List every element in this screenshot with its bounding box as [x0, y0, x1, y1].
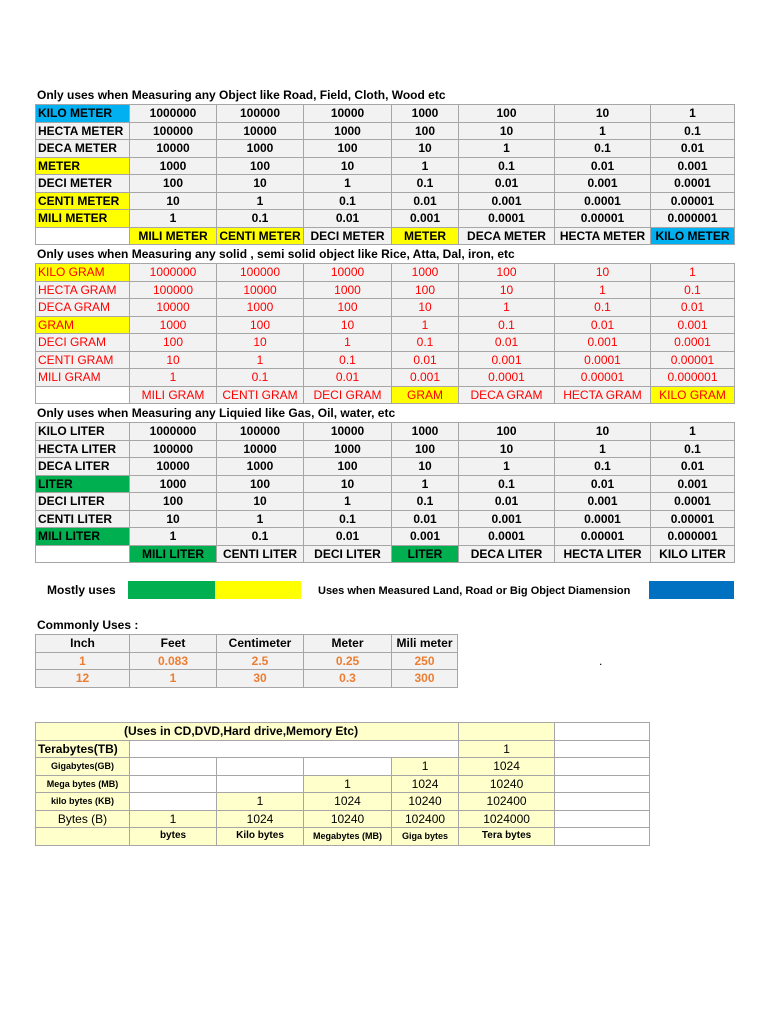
table-row — [36, 670, 458, 688]
value-cell: 0.01 — [459, 175, 555, 193]
value-cell: 0.1 — [555, 299, 651, 317]
value-cell — [217, 775, 304, 793]
value-cell: 1 — [130, 670, 217, 688]
table-row — [36, 475, 735, 493]
table-row — [36, 334, 735, 352]
value-cell: 100 — [392, 440, 459, 458]
value-cell: 0.1 — [392, 175, 459, 193]
value-cell: 1 — [304, 775, 392, 793]
footer-cell: KILO LITER — [651, 545, 735, 563]
value-cell: 1000 — [392, 264, 459, 282]
value-cell: 0.000001 — [651, 369, 735, 387]
value-cell: 102400 — [392, 810, 459, 828]
value-cell: 1000 — [130, 475, 217, 493]
value-cell: 10240 — [392, 793, 459, 811]
value-cell — [555, 775, 650, 793]
value-cell: 10000 — [130, 458, 217, 476]
table-row — [36, 264, 735, 282]
value-cell: 0.1 — [392, 334, 459, 352]
row-label: kilo bytes (KB) — [36, 793, 130, 811]
footer-cell: DECI GRAM — [304, 386, 392, 404]
legend-big-object: Uses when Measured Land, Road or Big Object Diamension — [318, 585, 631, 597]
legend-yellow-swatch — [215, 581, 301, 599]
value-cell: 0.01 — [555, 157, 651, 175]
value-cell: 0.1 — [459, 157, 555, 175]
value-cell: 1 — [130, 369, 217, 387]
value-cell: 1 — [217, 793, 304, 811]
value-cell: 10 — [217, 334, 304, 352]
table-row — [36, 423, 735, 441]
value-cell: 102400 — [459, 793, 555, 811]
value-cell: 1000 — [130, 157, 217, 175]
value-cell: 1000 — [392, 105, 459, 123]
value-cell: 10 — [130, 192, 217, 210]
value-cell: 0.01 — [392, 510, 459, 528]
value-cell: 10000 — [217, 440, 304, 458]
footer-cell: CENTI METER — [217, 227, 304, 245]
value-cell: 1000000 — [130, 105, 217, 123]
value-cell: 10 — [304, 316, 392, 334]
footer-cell: Megabytes (MB) — [304, 828, 392, 846]
footer-cell: DECA LITER — [459, 545, 555, 563]
value-cell: 1024 — [392, 775, 459, 793]
value-cell: 1 — [217, 192, 304, 210]
value-cell: 0.01 — [651, 140, 735, 158]
value-cell: 1024 — [459, 758, 555, 776]
value-cell: 100 — [304, 299, 392, 317]
value-cell: 1 — [555, 440, 651, 458]
table-row — [36, 740, 650, 758]
value-cell: 10 — [217, 175, 304, 193]
value-cell: 1 — [130, 810, 217, 828]
value-cell: 10 — [130, 510, 217, 528]
stray-dot: . — [599, 654, 603, 668]
value-cell: 1 — [651, 264, 735, 282]
footer-cell: MILI METER — [130, 227, 217, 245]
row-label: CENTI GRAM — [36, 351, 130, 369]
value-cell: 10 — [555, 105, 651, 123]
value-cell: 300 — [392, 670, 458, 688]
value-cell — [304, 758, 392, 776]
value-cell: 100 — [304, 458, 392, 476]
common-caption: Commonly Uses : — [37, 618, 139, 632]
value-cell: 0.01 — [651, 458, 735, 476]
table-row — [36, 793, 650, 811]
value-cell: 0.001 — [392, 528, 459, 546]
column-header: Meter — [304, 635, 392, 653]
value-cell: 12 — [36, 670, 130, 688]
legend-blue-swatch — [649, 581, 734, 599]
value-cell: 100 — [392, 281, 459, 299]
value-cell: 1 — [459, 140, 555, 158]
header-row — [36, 635, 458, 653]
value-cell: 100 — [459, 423, 555, 441]
table-row — [36, 140, 735, 158]
value-cell: 10000 — [304, 105, 392, 123]
value-cell: 10000 — [304, 423, 392, 441]
value-cell: 10 — [304, 157, 392, 175]
row-label: MILI GRAM — [36, 369, 130, 387]
value-cell: 0.01 — [555, 316, 651, 334]
value-cell: 1000 — [217, 458, 304, 476]
footer-cell: HECTA GRAM — [555, 386, 651, 404]
column-header: Inch — [36, 635, 130, 653]
value-cell: 1000 — [130, 316, 217, 334]
value-cell — [130, 775, 217, 793]
footer-cell: DECA METER — [459, 227, 555, 245]
value-cell: 10 — [459, 440, 555, 458]
table-row — [36, 157, 735, 175]
value-cell: 100000 — [217, 105, 304, 123]
value-cell: 1 — [459, 458, 555, 476]
value-cell: 1 — [555, 122, 651, 140]
value-cell: 100000 — [217, 423, 304, 441]
value-cell: 10000 — [130, 140, 217, 158]
table-row — [36, 175, 735, 193]
value-cell: 0.1 — [651, 281, 735, 299]
value-cell: 1000 — [217, 140, 304, 158]
value-cell: 100000 — [217, 264, 304, 282]
table-row — [36, 458, 735, 476]
table-row — [36, 493, 735, 511]
value-cell: 0.001 — [459, 351, 555, 369]
table-row — [36, 440, 735, 458]
footer-cell: METER — [392, 227, 459, 245]
footer-cell: MILI LITER — [130, 545, 217, 563]
value-cell: 1 — [392, 316, 459, 334]
value-cell: 1000 — [304, 122, 392, 140]
value-cell: 0.1 — [555, 140, 651, 158]
row-label: CENTI METER — [36, 192, 130, 210]
value-cell: 0.083 — [130, 652, 217, 670]
value-cell: 0.00001 — [651, 510, 735, 528]
value-cell: 100 — [130, 334, 217, 352]
value-cell: 1 — [217, 351, 304, 369]
value-cell: 10240 — [304, 810, 392, 828]
row-label: CENTI LITER — [36, 510, 130, 528]
value-cell: 1 — [217, 510, 304, 528]
row-label: KILO GRAM — [36, 264, 130, 282]
value-cell — [217, 758, 304, 776]
value-cell: 0.0001 — [555, 510, 651, 528]
row-label: HECTA METER — [36, 122, 130, 140]
footer-row — [36, 386, 735, 404]
row-label: Terabytes(TB) — [36, 740, 130, 758]
mass-table — [35, 263, 735, 404]
empty-cell — [555, 723, 650, 741]
table-row — [36, 316, 735, 334]
value-cell: 0.00001 — [651, 192, 735, 210]
value-cell: 100 — [459, 105, 555, 123]
value-cell: 0.01 — [392, 351, 459, 369]
value-cell: 0.3 — [304, 670, 392, 688]
value-cell: 0.001 — [555, 493, 651, 511]
value-cell: 0.001 — [651, 157, 735, 175]
row-label: Mega bytes (MB) — [36, 775, 130, 793]
value-cell: 10 — [217, 493, 304, 511]
footer-row — [36, 828, 650, 846]
value-cell: 0.1 — [304, 510, 392, 528]
value-cell: 0.01 — [555, 475, 651, 493]
value-cell: 1 — [130, 210, 217, 228]
row-label: HECTA LITER — [36, 440, 130, 458]
footer-cell: HECTA LITER — [555, 545, 651, 563]
value-cell: 0.01 — [304, 528, 392, 546]
value-cell: 0.01 — [459, 334, 555, 352]
value-cell: 100 — [217, 157, 304, 175]
value-cell: 1 — [459, 740, 555, 758]
value-cell: 10000 — [217, 281, 304, 299]
value-cell: 10 — [555, 264, 651, 282]
value-cell: 1 — [304, 334, 392, 352]
footer-cell: HECTA METER — [555, 227, 651, 245]
row-label: GRAM — [36, 316, 130, 334]
value-cell: 1000 — [304, 440, 392, 458]
value-cell: 0.001 — [459, 192, 555, 210]
value-cell: 0.00001 — [555, 528, 651, 546]
common-table — [35, 634, 458, 688]
value-cell — [130, 793, 217, 811]
value-cell: 1024 — [217, 810, 304, 828]
table-row — [36, 105, 735, 123]
value-cell: 0.1 — [651, 122, 735, 140]
value-cell: 0.01 — [304, 369, 392, 387]
value-cell: 0.1 — [217, 528, 304, 546]
footer-cell: bytes — [130, 828, 217, 846]
value-cell: 0.1 — [459, 475, 555, 493]
value-cell: 1000000 — [130, 423, 217, 441]
row-label: DECA GRAM — [36, 299, 130, 317]
value-cell: 1 — [392, 758, 459, 776]
value-cell: 1 — [304, 493, 392, 511]
table-row — [36, 369, 735, 387]
value-cell: 0.1 — [304, 192, 392, 210]
value-cell: 100 — [392, 122, 459, 140]
footer-empty — [36, 828, 130, 846]
value-cell: 0.1 — [651, 440, 735, 458]
value-cell: 10240 — [459, 775, 555, 793]
value-cell: 0.001 — [555, 175, 651, 193]
footer-cell: Tera bytes — [459, 828, 555, 846]
value-cell: 10 — [304, 475, 392, 493]
value-cell: 0.001 — [555, 334, 651, 352]
value-cell: 100000 — [130, 440, 217, 458]
value-cell — [130, 758, 217, 776]
row-label: DECI LITER — [36, 493, 130, 511]
value-cell: 1000 — [392, 423, 459, 441]
table-row — [36, 299, 735, 317]
value-cell: 0.0001 — [651, 334, 735, 352]
value-cell: 1 — [36, 652, 130, 670]
data-units-title: (Uses in CD,DVD,Hard drive,Memory Etc) — [36, 723, 459, 741]
footer-cell: KILO METER — [651, 227, 735, 245]
value-cell: 1 — [651, 423, 735, 441]
column-header: Mili meter — [392, 635, 458, 653]
legend-green-swatch — [128, 581, 215, 599]
row-label: MILI LITER — [36, 528, 130, 546]
table-row — [36, 122, 735, 140]
footer-empty — [36, 386, 130, 404]
title-row — [36, 723, 650, 741]
row-label: Bytes (B) — [36, 810, 130, 828]
value-cell: 0.1 — [217, 210, 304, 228]
value-cell: 1 — [304, 175, 392, 193]
footer-cell: DECI METER — [304, 227, 392, 245]
value-cell: 10 — [555, 423, 651, 441]
value-cell: 30 — [217, 670, 304, 688]
row-label: METER — [36, 157, 130, 175]
row-label: KILO METER — [36, 105, 130, 123]
row-label: KILO LITER — [36, 423, 130, 441]
table-row — [36, 210, 735, 228]
value-cell: 0.001 — [651, 475, 735, 493]
value-cell: 10 — [130, 351, 217, 369]
value-cell: 0.25 — [304, 652, 392, 670]
value-cell: 10000 — [130, 299, 217, 317]
value-cell: 0.1 — [555, 458, 651, 476]
value-cell: 0.01 — [459, 493, 555, 511]
table-row — [36, 351, 735, 369]
value-cell: 0.1 — [217, 369, 304, 387]
table-row — [36, 528, 735, 546]
value-cell: 100 — [130, 175, 217, 193]
value-cell: 2.5 — [217, 652, 304, 670]
value-cell: 100 — [459, 264, 555, 282]
value-cell: 0.0001 — [459, 210, 555, 228]
footer-cell: DECI LITER — [304, 545, 392, 563]
value-cell: 10 — [459, 122, 555, 140]
table-row — [36, 810, 650, 828]
footer-cell: DECA GRAM — [459, 386, 555, 404]
table-row — [36, 758, 650, 776]
footer-cell — [555, 828, 650, 846]
row-label: DECI GRAM — [36, 334, 130, 352]
value-cell: 10 — [392, 140, 459, 158]
value-cell: 10 — [392, 299, 459, 317]
value-cell: 1 — [459, 299, 555, 317]
value-cell: 10 — [392, 458, 459, 476]
value-cell: 0.0001 — [651, 493, 735, 511]
value-cell: 0.001 — [459, 510, 555, 528]
value-cell: 1 — [392, 475, 459, 493]
footer-cell: KILO GRAM — [651, 386, 735, 404]
mass-caption: Only uses when Measuring any solid , semi solid object like Rice, Atta, Dal, iron, etc — [37, 247, 515, 261]
value-cell: 0.0001 — [459, 369, 555, 387]
value-cell: 0.001 — [392, 369, 459, 387]
value-cell: 1024 — [304, 793, 392, 811]
footer-cell: CENTI LITER — [217, 545, 304, 563]
value-cell: 0.001 — [651, 316, 735, 334]
value-cell — [555, 758, 650, 776]
value-cell: 0.01 — [304, 210, 392, 228]
value-cell: 0.1 — [304, 351, 392, 369]
value-cell: 0.00001 — [651, 351, 735, 369]
value-cell — [555, 793, 650, 811]
value-cell: 0.001 — [392, 210, 459, 228]
value-cell: 1 — [555, 281, 651, 299]
column-header: Feet — [130, 635, 217, 653]
value-cell: 0.1 — [459, 316, 555, 334]
value-cell: 10 — [459, 281, 555, 299]
footer-cell: LITER — [392, 545, 459, 563]
value-cell: 100 — [217, 316, 304, 334]
value-cell: 10000 — [304, 264, 392, 282]
value-cell: 1000 — [304, 281, 392, 299]
row-label: HECTA GRAM — [36, 281, 130, 299]
value-cell: 1 — [651, 105, 735, 123]
value-cell: 0.000001 — [651, 210, 735, 228]
table-row — [36, 652, 458, 670]
length-table — [35, 104, 735, 245]
row-label: LITER — [36, 475, 130, 493]
value-cell: 1 — [130, 528, 217, 546]
value-cell: 0.01 — [392, 192, 459, 210]
footer-row — [36, 227, 735, 245]
value-cell: 0.00001 — [555, 369, 651, 387]
row-label: Gigabytes(GB) — [36, 758, 130, 776]
value-cell: 250 — [392, 652, 458, 670]
value-cell: 1000000 — [130, 264, 217, 282]
value-cell: 0.0001 — [459, 528, 555, 546]
value-cell: 100 — [217, 475, 304, 493]
data-units-table — [35, 722, 650, 846]
value-cell — [555, 740, 650, 758]
value-cell: 0.0001 — [651, 175, 735, 193]
footer-cell: CENTI GRAM — [217, 386, 304, 404]
footer-empty — [36, 227, 130, 245]
legend-mostly-uses: Mostly uses — [47, 583, 116, 597]
value-cell: 1 — [392, 157, 459, 175]
column-header: Centimeter — [217, 635, 304, 653]
value-cell — [555, 810, 650, 828]
value-cell: 100 — [304, 140, 392, 158]
value-cell: 0.00001 — [555, 210, 651, 228]
volume-caption: Only uses when Measuring any Liquied like Gas, Oil, water, etc — [37, 406, 396, 420]
volume-table — [35, 422, 735, 563]
empty-cell — [459, 723, 555, 741]
value-cell: 0.01 — [651, 299, 735, 317]
value-cell: 100000 — [130, 122, 217, 140]
value-cell: 0.000001 — [651, 528, 735, 546]
footer-row — [36, 545, 735, 563]
length-caption: Only uses when Measuring any Object like Road, Field, Cloth, Wood etc — [37, 88, 446, 102]
value-cell: 10000 — [217, 122, 304, 140]
value-cell: 1000 — [217, 299, 304, 317]
footer-cell: Kilo bytes — [217, 828, 304, 846]
value-cell: 100000 — [130, 281, 217, 299]
table-row — [36, 192, 735, 210]
footer-cell: GRAM — [392, 386, 459, 404]
value-cell: 0.0001 — [555, 192, 651, 210]
table-row — [36, 281, 735, 299]
row-label: DECA LITER — [36, 458, 130, 476]
footer-empty — [36, 545, 130, 563]
row-label: DECA METER — [36, 140, 130, 158]
footer-cell: Giga bytes — [392, 828, 459, 846]
value-cell: 0.0001 — [555, 351, 651, 369]
value-cell: 1024000 — [459, 810, 555, 828]
table-row — [36, 775, 650, 793]
table-row — [36, 510, 735, 528]
value-cell: 100 — [130, 493, 217, 511]
footer-cell: MILI GRAM — [130, 386, 217, 404]
value-cell — [130, 740, 459, 758]
row-label: DECI METER — [36, 175, 130, 193]
value-cell: 0.1 — [392, 493, 459, 511]
row-label: MILI METER — [36, 210, 130, 228]
